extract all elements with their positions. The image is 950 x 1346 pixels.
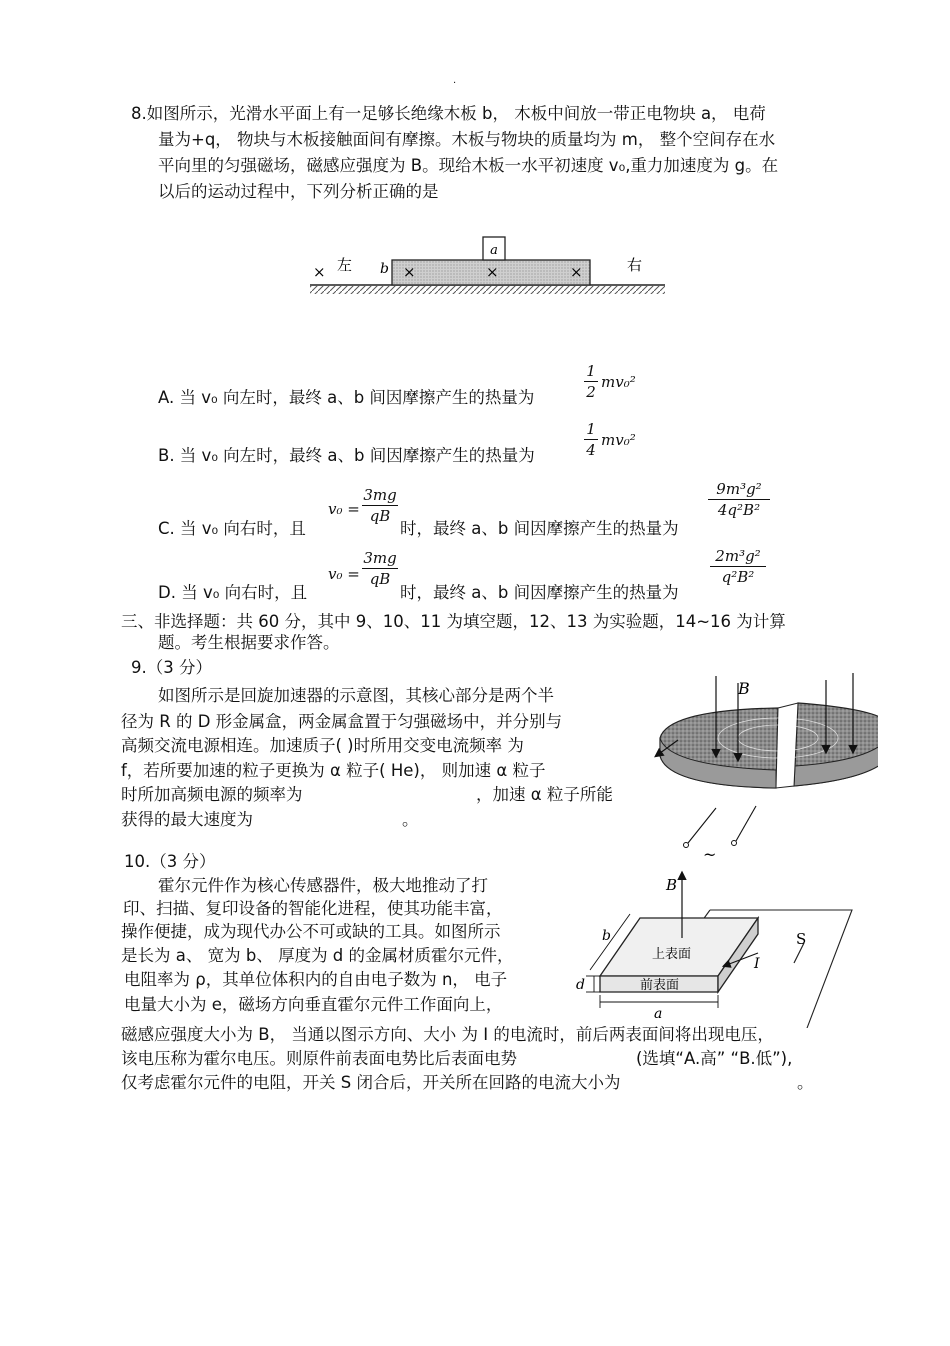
option-a-expr: mv₀² [601, 373, 636, 391]
stray-dot: · [453, 78, 457, 89]
frac-den: qB [369, 507, 391, 525]
option-b-expr: mv₀² [601, 431, 636, 449]
frac-num: 3mg [363, 486, 397, 504]
frac-num: 9m³g² [716, 480, 762, 498]
cyclotron-figure [648, 668, 878, 863]
q8-board-figure [300, 225, 670, 305]
b-label: B [738, 679, 750, 698]
terminal [684, 843, 689, 848]
option-d-condition-fraction [362, 549, 398, 588]
q10-line8: 该电压称为霍尔电压。则原件前表面电势比后表面电势 [121, 1049, 517, 1068]
q8-line1: 8.如图所示，光滑水平面上有一足够长绝缘木板 b， 木板中间放一带正电物块 a， 电荷 [131, 104, 766, 123]
switch-label: S [796, 930, 807, 948]
dim-b-label: b [602, 928, 611, 944]
current-label: I [754, 956, 760, 972]
q9-head: 9.（3 分） [131, 658, 212, 677]
option-d-pre: D. 当 v₀ 向右时，且 [158, 583, 308, 602]
q10-line9: 仅考虑霍尔元件的电阻，开关 S 闭合后，开关所在回路的电流大小为 [121, 1073, 621, 1092]
q9-line5: 时所加高频电源的频率为 [121, 785, 303, 804]
q9-line6-tail: 。 [402, 810, 419, 829]
option-b-text: B. 当 v₀ 向左时，最终 a、b 间因摩擦产生的热量为 [158, 446, 535, 465]
q10-line2: 印、扫描、复印设备的智能化进程，使其功能丰富， [123, 899, 503, 918]
q10-line8-options: (选填“A.高” “B.低”), [636, 1049, 793, 1068]
q9-line5-tail: ，加速 α 粒子所能 [476, 785, 613, 804]
frac-den: q²B² [721, 568, 755, 586]
q10-line4: 是长为 a、 宽为 b、 厚度为 d 的金属材质霍尔元件， [121, 946, 514, 965]
frac-num: 3mg [363, 549, 397, 567]
front-surface-label: 前表面 [640, 978, 680, 993]
q8-line2: 量为+q， 物块与木板接触面间有摩擦。木板与物块的质量均为 m， 整个空间存在水 [158, 130, 776, 149]
option-b-fraction [584, 420, 598, 459]
lead-wire [688, 808, 716, 843]
option-c-condition-fraction [362, 486, 398, 525]
q8-line3: 平向里的匀强磁场，磁感应强度为 B。现给木板一水平初速度 v₀,重力加速度为 g。在 [158, 156, 779, 175]
cross-mark: × [486, 263, 499, 281]
q10-line5: 电阻率为 ρ，其单位体积内的自由电子数为 n， 电子 [124, 970, 508, 989]
q10-line7: 磁感应强度大小为 B， 当通以图示方向、大小 为 I 的电流时，前后两表面间将出现电压， [121, 1025, 774, 1044]
frac-den: 4 [586, 441, 596, 459]
q9-line3: 高频交流电源相连。加速质子( )时所用交变电流频率 为 [121, 736, 524, 755]
ground-hatch [310, 286, 665, 294]
q9-line4: f，若所要加速的粒子更换为 α 粒子( He)， 则加速 α 粒子 [121, 761, 546, 780]
terminal [732, 841, 737, 846]
option-a-text: A. 当 v₀ 向左时，最终 a、b 间因摩擦产生的热量为 [158, 388, 535, 407]
q8-line4: 以后的运动过程中，下列分析正确的是 [158, 182, 439, 201]
frac-den: 2 [586, 383, 596, 401]
lead-wire [736, 806, 756, 841]
option-c-v0: v₀ = [328, 500, 360, 518]
b-label: B [666, 876, 678, 894]
option-d-heat-fraction [710, 547, 766, 586]
q10-line9-tail: 。 [797, 1073, 814, 1092]
label-right: 右 [627, 256, 643, 274]
frac-num: 2m³g² [715, 547, 761, 565]
frac-den: qB [369, 570, 391, 588]
option-c-heat-fraction [708, 480, 770, 519]
ac-symbol: ~ [703, 845, 717, 863]
q10-line3: 操作便捷，成为现代办公不可或缺的工具。如图所示 [121, 922, 501, 941]
frac-den: 4q²B² [717, 501, 761, 519]
q9-line2: 径为 R 的 D 形金属盒，两金属盒置于匀强磁场中，并分别与 [121, 712, 563, 731]
option-d-v0: v₀ = [328, 565, 360, 583]
option-c-post: 时，最终 a、b 间因摩擦产生的热量为 [400, 519, 679, 538]
q9-line1: 如图所示是回旋加速器的示意图，其核心部分是两个半 [158, 686, 554, 705]
label-a: a [490, 243, 498, 258]
dim-d-label: d [576, 977, 585, 993]
cross-mark: × [570, 263, 583, 281]
frac-num: 1 [586, 420, 596, 438]
cross-mark: × [313, 263, 326, 281]
section-3-line2: 题。考生根据要求作答。 [158, 633, 340, 652]
q10-line1: 霍尔元件作为核心传感器件，极大地推动了打 [158, 876, 488, 895]
hall-element-figure [572, 868, 862, 1028]
section-3-line1: 三、非选择题：共 60 分，其中 9、10、11 为填空题，12、13 为实验题，14~16 为计算 [121, 612, 786, 631]
dim-a-label: a [654, 1006, 663, 1022]
label-left: 左 [337, 256, 353, 274]
cross-mark: × [403, 263, 416, 281]
dee-gap [776, 703, 798, 788]
label-b: b [380, 261, 389, 277]
frac-num: 1 [586, 362, 596, 380]
q10-line6: 电量大小为 e，磁场方向垂直霍尔元件工作面向上， [124, 995, 503, 1014]
q10-head: 10.（3 分） [124, 852, 216, 871]
option-d-post: 时，最终 a、b 间因摩擦产生的热量为 [400, 583, 679, 602]
option-a-fraction [584, 362, 598, 401]
q9-line6: 获得的最大速度为 [121, 810, 253, 829]
top-surface-label: 上表面 [652, 947, 692, 962]
option-c-pre: C. 当 v₀ 向右时，且 [158, 519, 306, 538]
